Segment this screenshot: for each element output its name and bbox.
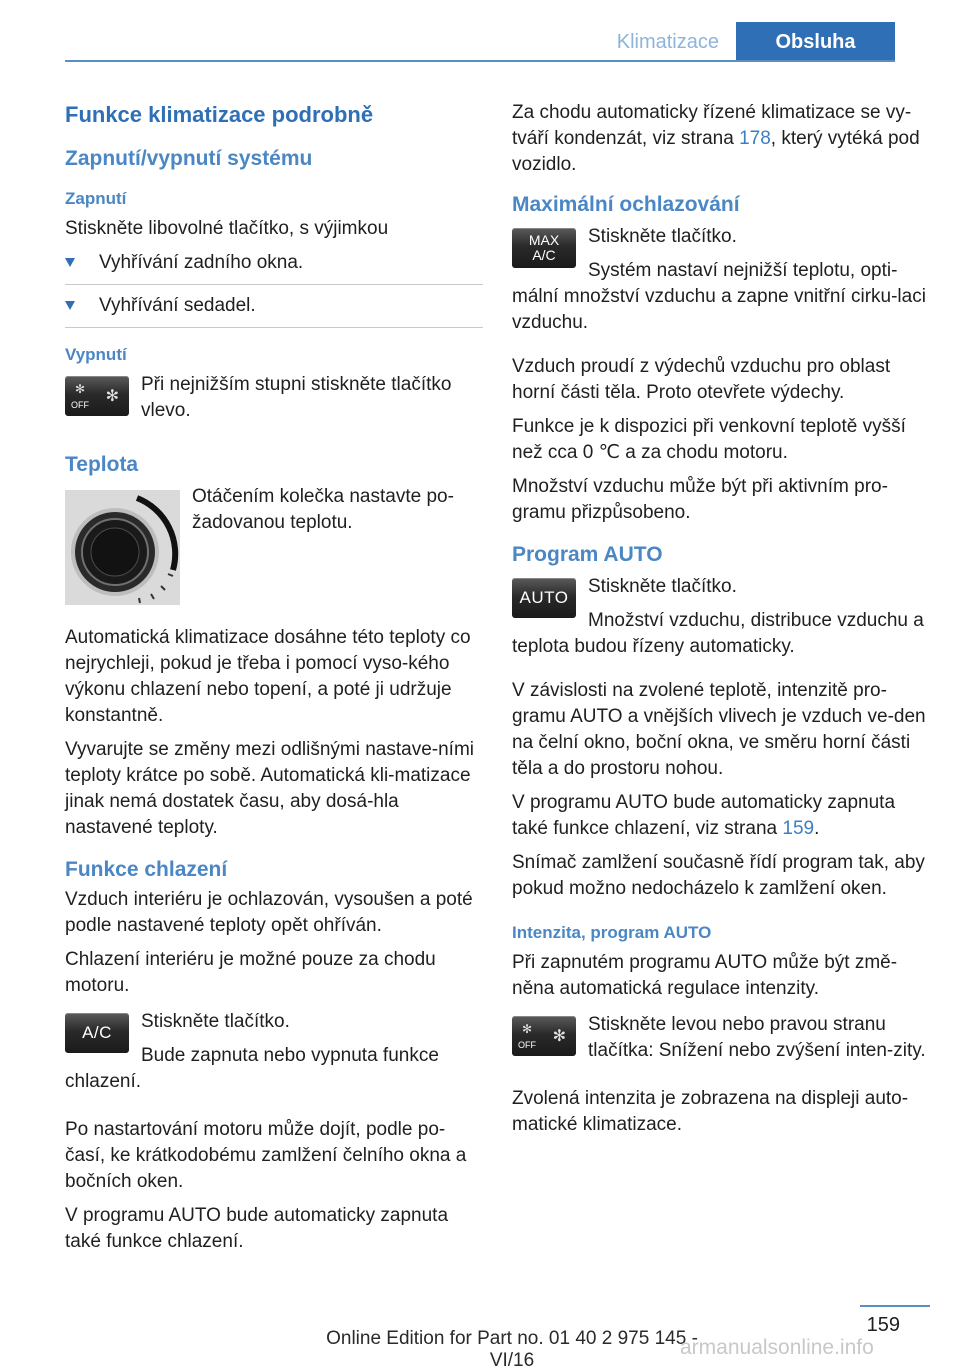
auto-text: Stiskněte tlačítko. [588,576,737,597]
footer-rule [860,1305,930,1307]
temperature-text: Otáčením kolečka nastavte po-žadovanou teplotu. [192,486,454,533]
heading-cooling: Funkce chlazení [65,858,228,881]
list-item: Vyhřívání zadního okna. [65,250,483,276]
fan-off-button-image [65,376,129,416]
heading-intensity: Intenzita, program AUTO [512,923,712,942]
auto-button-image: AUTO [512,578,576,618]
temperature-block [65,484,483,617]
fan-large-icon: ✻ [105,388,119,405]
list-divider [65,284,483,285]
cooling-paragraph: Chlazení interiéru je možné pouze za chodu motoru. [65,949,436,996]
switch-off-block [65,372,483,432]
auto-paragraph: Snímač zamlžení současně řídí program tak, aby pokud možno nedocházelo k zamlžení oken. [512,852,925,899]
cooling-paragraph: Vzduch interiéru je ochlazován, vysoušen a poté podle nastavené teploty opět ohříván. [65,889,473,936]
fan-small-icon: ✻ [522,1022,533,1036]
intensity-paragraph: Zvolená intenzita je zobrazena na displeji auto-matické klimatizace. [512,1088,909,1135]
temperature-paragraph: Automatická klimatizace dosáhne této teploty co nejrychleji, pokud je třeba i pomocí vyso-kého výkonu chlazení nebo topení, a poté ji udržuje konstantně. [65,627,471,726]
condensate-paragraph: Za chodu automaticky řízené klimatizace se vy-tváří kondenzát, viz strana 178, který vytéká pod vozidlo. [512,102,920,175]
max-text: Systém nastaví nejnižší teplotu, opti-mální množství vzduchu a zapne vnitřní cirku-laci vzduchu. [512,260,926,333]
auto-text: Množství vzduchu, distribuce vzduchu a teplota budou řízeny automaticky. [512,610,924,657]
list-item: Vyhřívání sedadel. [65,293,483,319]
right-column [512,100,928,1146]
max-paragraph: Množství vzduchu může být při aktivním pro-gramu přizpůsobeno. [512,476,888,523]
max-paragraph: Funkce je k dispozici při venkovní teplotě vyšší než cca 0 ℃ a za chodu motoru. [512,416,906,463]
intensity-paragraph: Při zapnutém programu AUTO může být změ-něna automatická regulace intenzity. [512,952,898,999]
cooling-paragraph: Po nastartování motoru může dojít, podle po-časí, ke krátkodobému zamlžení čelního okna a bočních oken. [65,1119,467,1192]
page-link-159[interactable]: 159 [782,818,815,839]
max-block [512,224,928,344]
auto-block [512,574,928,668]
watermark: armanualsonline.info [680,1336,874,1359]
fan-intensity-button-image [512,1016,576,1056]
ac-block [65,1009,483,1103]
page-title: Funkce klimatizace podrobně [65,102,374,127]
cooling-paragraph: V programu AUTO bude automaticky zapnuta také funkce chlazení. [65,1205,449,1252]
ac-text: Bude zapnuta nebo vypnuta funkce chlazení. [65,1045,439,1092]
header-section-label: Klimatizace [616,31,719,53]
off-label: OFF [518,1040,536,1050]
edition-line: Online Edition for Part no. 01 40 2 975 145 - VI/16 [326,1328,698,1371]
page-link-178[interactable]: 178 [739,128,771,149]
heading-auto-program: Program AUTO [512,543,663,566]
auto-paragraph: V programu AUTO bude automaticky zapnuta také funkce chlazení, viz strana 159. [512,792,896,839]
header-rule [65,60,895,62]
page-number: 159 [866,1314,900,1336]
bullet-triangle-icon [65,258,75,267]
fan-small-icon: ✻ [75,382,86,396]
header-chapter-tab: Obsluha [736,22,895,62]
intensity-block [512,1012,928,1072]
heading-max-cooling: Maximální ochlazování [512,193,740,216]
fan-large-icon: ✻ [552,1028,566,1045]
heading-temperature: Teplota [65,453,139,476]
auto-paragraph: V závislosti na zvolené teplotě, intenzitě pro-gramu AUTO a vnějších vlivech je vzduch ve-den na čelní okno, boční okna, ve směru horní části těla a do prostoru nohou. [512,680,926,779]
max-ac-button-image: MAX A/C [512,228,576,268]
list-divider [65,327,483,328]
left-column [65,100,483,1263]
heading-switch-on: Zapnutí [65,189,127,208]
heading-switch-off: Vypnutí [65,345,127,364]
switch-off-text: Při nejnižším stupni stiskněte tlačítko vlevo. [141,374,452,421]
ac-text: Stiskněte tlačítko. [141,1011,290,1032]
off-label: OFF [71,400,89,410]
temperature-paragraph: Vyvarujte se změny mezi odlišnými nastave-ními teploty krátce po sobě. Automatická kli-matizace jinak nemá dostatek času, aby dosá-hla nastavené teploty. [65,739,474,838]
intensity-text: Stiskněte levou nebo pravou stranu tlačítka: Snížení nebo zvýšení inten-zity. [588,1014,926,1061]
ac-button-image: A/C [65,1013,129,1053]
max-text: Stiskněte tlačítko. [588,226,737,247]
bullet-triangle-icon [65,301,75,310]
max-paragraph: Vzduch proudí z výdechů vzduchu pro oblast horní části těla. Proto otevřete výdechy. [512,356,891,403]
heading-system-on-off: Zapnutí/vypnutí systému [65,147,313,170]
temperature-knob-image [65,490,180,605]
switch-on-text: Stiskněte libovolné tlačítko, s výjimkou [65,218,389,239]
